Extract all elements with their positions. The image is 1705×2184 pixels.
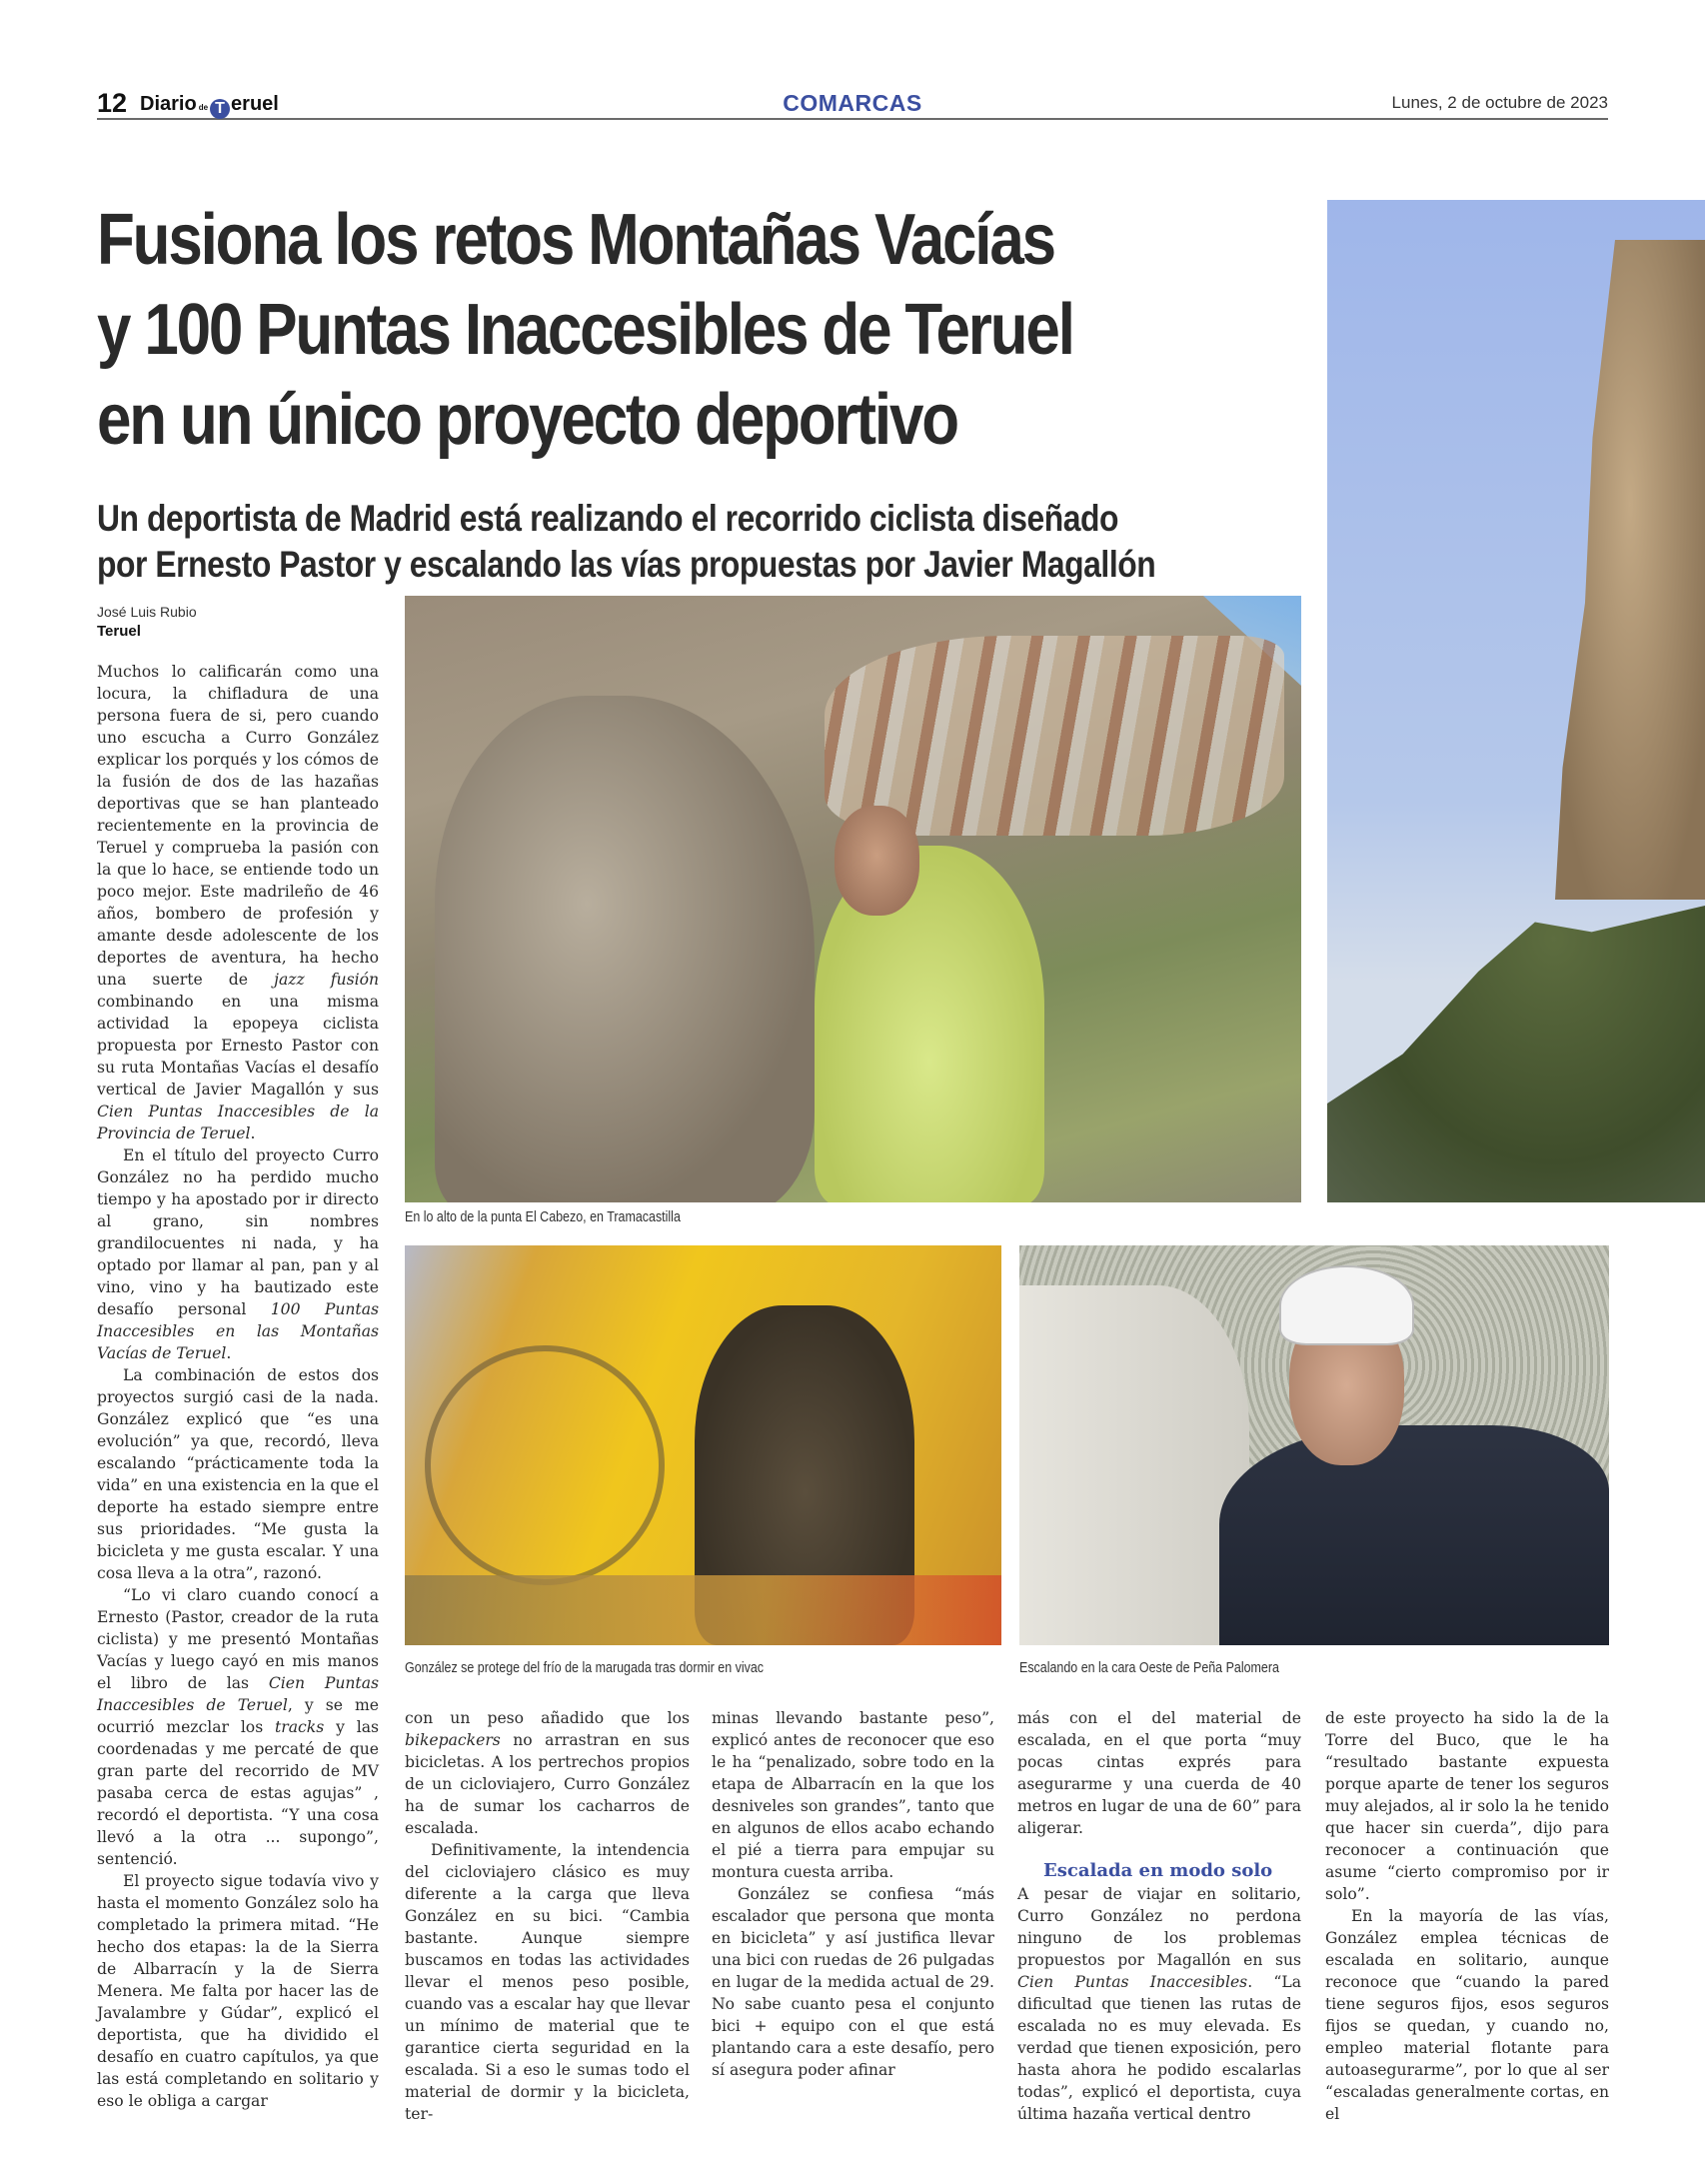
photo-climber-el-cabezo	[405, 596, 1301, 1202]
logo-t-circle-icon: T	[210, 99, 230, 119]
page-header	[97, 88, 1608, 120]
paragraph: “Lo vi claro cuando conocí a Ernesto (Pastor, creador de la ruta ciclista) y me presentó Montañas Vacías y luego cayó en mis manos el libro de las Cien Puntas Inaccesibles de Teruel, y se me ocurrió mezclar los tracks y las coordenadas y me percaté de que gran parte del recorrido de MV pasaba cerca de estas agujas” , recordó el deportista. “Y una cosa llevó a la otra ... supongo”, sentenció.	[97, 1586, 379, 1868]
paragraph: minas llevando bastante peso”, explicó antes de reconocer que eso le ha “penalizado, sobre todo en la etapa de Albarracín en la que los desniveles son grandes”, tanto que en algunos de ellos acabo echando el pié a tierra para empujar su montura cuesta arriba.	[712, 1709, 994, 1881]
headline-line: en un único proyecto deportivo	[97, 380, 957, 460]
byline	[97, 602, 197, 642]
author-name: José Luis Rubio	[97, 604, 197, 620]
photo-rock-wall	[1019, 1285, 1249, 1645]
page-number: 12	[97, 88, 128, 118]
article-column-5	[1325, 1707, 1609, 2125]
paragraph: de este proyecto ha sido la de la Torre del Buco, que le ha “resultado bastante expuesta porque aparte de tener los seguros muy alejados, al ir solo la he tenido que hacer sin cuerda”, dijo para reconocer a continuación que asume “cierto compromiso por ir solo”.	[1325, 1709, 1609, 1903]
paragraph: Definitivamente, la intendencia del cicloviajero clásico es muy diferente a la carga que lleva González en su bici. “Cambia bastante. Aunque siempre buscamos en todas las actividades llevar el menos peso posible, cuando vas a escalar hay que llevar un mínimo de material que te garantice cierta seguridad en la escalada. Si a eso le sumas todo el material de dormir y la bicicleta, ter-	[405, 1841, 690, 2123]
photo-pena-palomera	[1019, 1245, 1609, 1645]
photo-trees	[1327, 873, 1705, 1202]
logo-text-de: de	[198, 103, 209, 112]
article-column-1	[97, 661, 379, 2112]
paragraph: A pesar de viajar en solitario, Curro González no perdona ninguno de los problemas propuestos por Magallón en sus Cien Puntas Inaccesibles. “La dificultad que tienen las rutas de escalada no es muy elevada. Es verdad que tienen exposición, pero hasta ahora he podido escalarlas todas”, explicó el deportista, cuya última hazaña vertical dentro	[1017, 1885, 1301, 2123]
paragraph: El proyecto sigue todavía vivo y hasta el momento González solo ha completado la primera mitad. “He hecho dos etapas: la de la Sierra de Albarracín y la de Sierra Menera. Me falta por hacer las de Javalambre y Gúdar”, explicó el deportista, que ha dividido el desafío en cuatro capítulos, ya que las está completando en solitario y eso le obliga a cargar	[97, 1872, 379, 2110]
section-title: COMARCAS	[783, 90, 922, 116]
photo-caption: González se protege del frío de la marugada tras dormir en vivac	[405, 1660, 765, 1676]
logo-text-diario: Diario	[140, 93, 197, 115]
headline	[97, 195, 1317, 465]
photo-bicycle	[425, 1345, 665, 1585]
paragraph: La combinación de estos dos proyectos surgió casi de la nada. González explicó que “es una evolución” ya que, recordó, lleva escalando “prácticamente toda la vida” en una existencia en la que el deporte ha estado siempre entre sus prioridades. “Me gusta la bicicleta y me gusta escalar. Y una cosa lleva a la otra”, razonó.	[97, 1366, 379, 1582]
article-column-4	[1017, 1707, 1301, 2125]
headline-line: y 100 Puntas Inaccesibles de Teruel	[97, 290, 1073, 370]
paragraph: más con el del material de escalada, en el que porta “muy pocas cintas exprés para asegurarme y una cuerda de 40 metros en lugar de una de 60” para aligerar.	[1017, 1709, 1301, 1837]
article-column-2	[405, 1707, 690, 2125]
photo-sleeping-bag	[405, 1575, 1001, 1645]
issue-date: Lunes, 2 de octubre de 2023	[1391, 93, 1608, 112]
subheadline	[97, 496, 1300, 588]
headline-line: Fusiona los retos Montañas Vacías	[97, 200, 1054, 280]
photo-rock-pinnacle	[1327, 200, 1705, 1202]
subheadline-line: por Ernesto Pastor y escalando las vías propuestas por Javier Magallón	[97, 544, 1156, 585]
subheadline-line: Un deportista de Madrid está realizando el recorrido ciclista diseñado	[97, 498, 1119, 539]
photo-town	[825, 636, 1284, 836]
dateline-location: Teruel	[97, 623, 141, 640]
paragraph: con un peso añadido que los bikepackers no arrastran en sus bicicletas. A los pertrechos propios de un cicloviajero, Curro González ha de sumar los cacharros de escalada.	[405, 1709, 690, 1837]
photo-pinnacle	[1555, 240, 1705, 900]
paragraph: En la mayoría de las vías, González emplea técnicas de escalada en solitario, aunque reconoce que “cuando la pared tiene seguros fijos, esos seguros fijos se quedan, y cuando no, empleo material flotante para autoasegurarme”, por lo que al ser “escaladas generalmente cortas, en el	[1325, 1907, 1609, 2123]
photo-rock	[435, 696, 815, 1202]
article-column-3	[712, 1707, 994, 2081]
paragraph: González se confiesa “más escalador que persona que monta en bicicleta” y así justifica llevar una bici con ruedas de 26 pulgadas en lugar de la medida actual de 29. No sabe cuanto pesa el conjunto bici + equipo con el que está plantando cara a este desafío, pero sí asegura poder afinar	[712, 1885, 994, 2079]
photo-bivouac	[405, 1245, 1001, 1645]
photo-climber-body	[1219, 1425, 1609, 1645]
photo-helmet	[1279, 1265, 1414, 1345]
photo-caption: En lo alto de la punta El Cabezo, en Tramacastilla	[405, 1209, 681, 1225]
paragraph: En el título del proyecto Curro González no ha perdido mucho tiempo y ha apostado por ir directo al grano, sin nombres grandilocuentes ni nada, y ha optado por llamar al pan, pan y al vino, vino y ha bautizado este desafío personal 100 Puntas Inaccesibles en las Montañas Vacías de Teruel.	[97, 1146, 379, 1362]
logo-text-teruel: eruel	[231, 93, 279, 115]
section-subtitle: Escalada en modo solo	[1043, 1860, 1273, 1881]
paragraph: Muchos lo calificarán como una locura, la chifladura de una persona fuera de si, pero cuando uno escucha a Curro González explicar los porqués y los cómos de la fusión de dos de las hazañas deportivas que se han planteado recientemente en la provincia de Teruel y comprueba la pasión con la que lo hace, se entiende todo un poco mejor. Este madrileño de 46 años, bombero de profesión y amante desde adolescente de los deportes de aventura, ha hecho una suerte de jazz fusión combinando en una misma actividad la epopeya ciclista propuesta por Ernesto Pastor con su ruta Montañas Vacías el desafío vertical de Javier Magallón y sus Cien Puntas Inaccesibles de la Provincia de Teruel.	[97, 663, 380, 1142]
photo-caption: Escalando en la cara Oeste de Peña Palomera	[1019, 1660, 1279, 1676]
photo-climber-face	[835, 806, 919, 916]
